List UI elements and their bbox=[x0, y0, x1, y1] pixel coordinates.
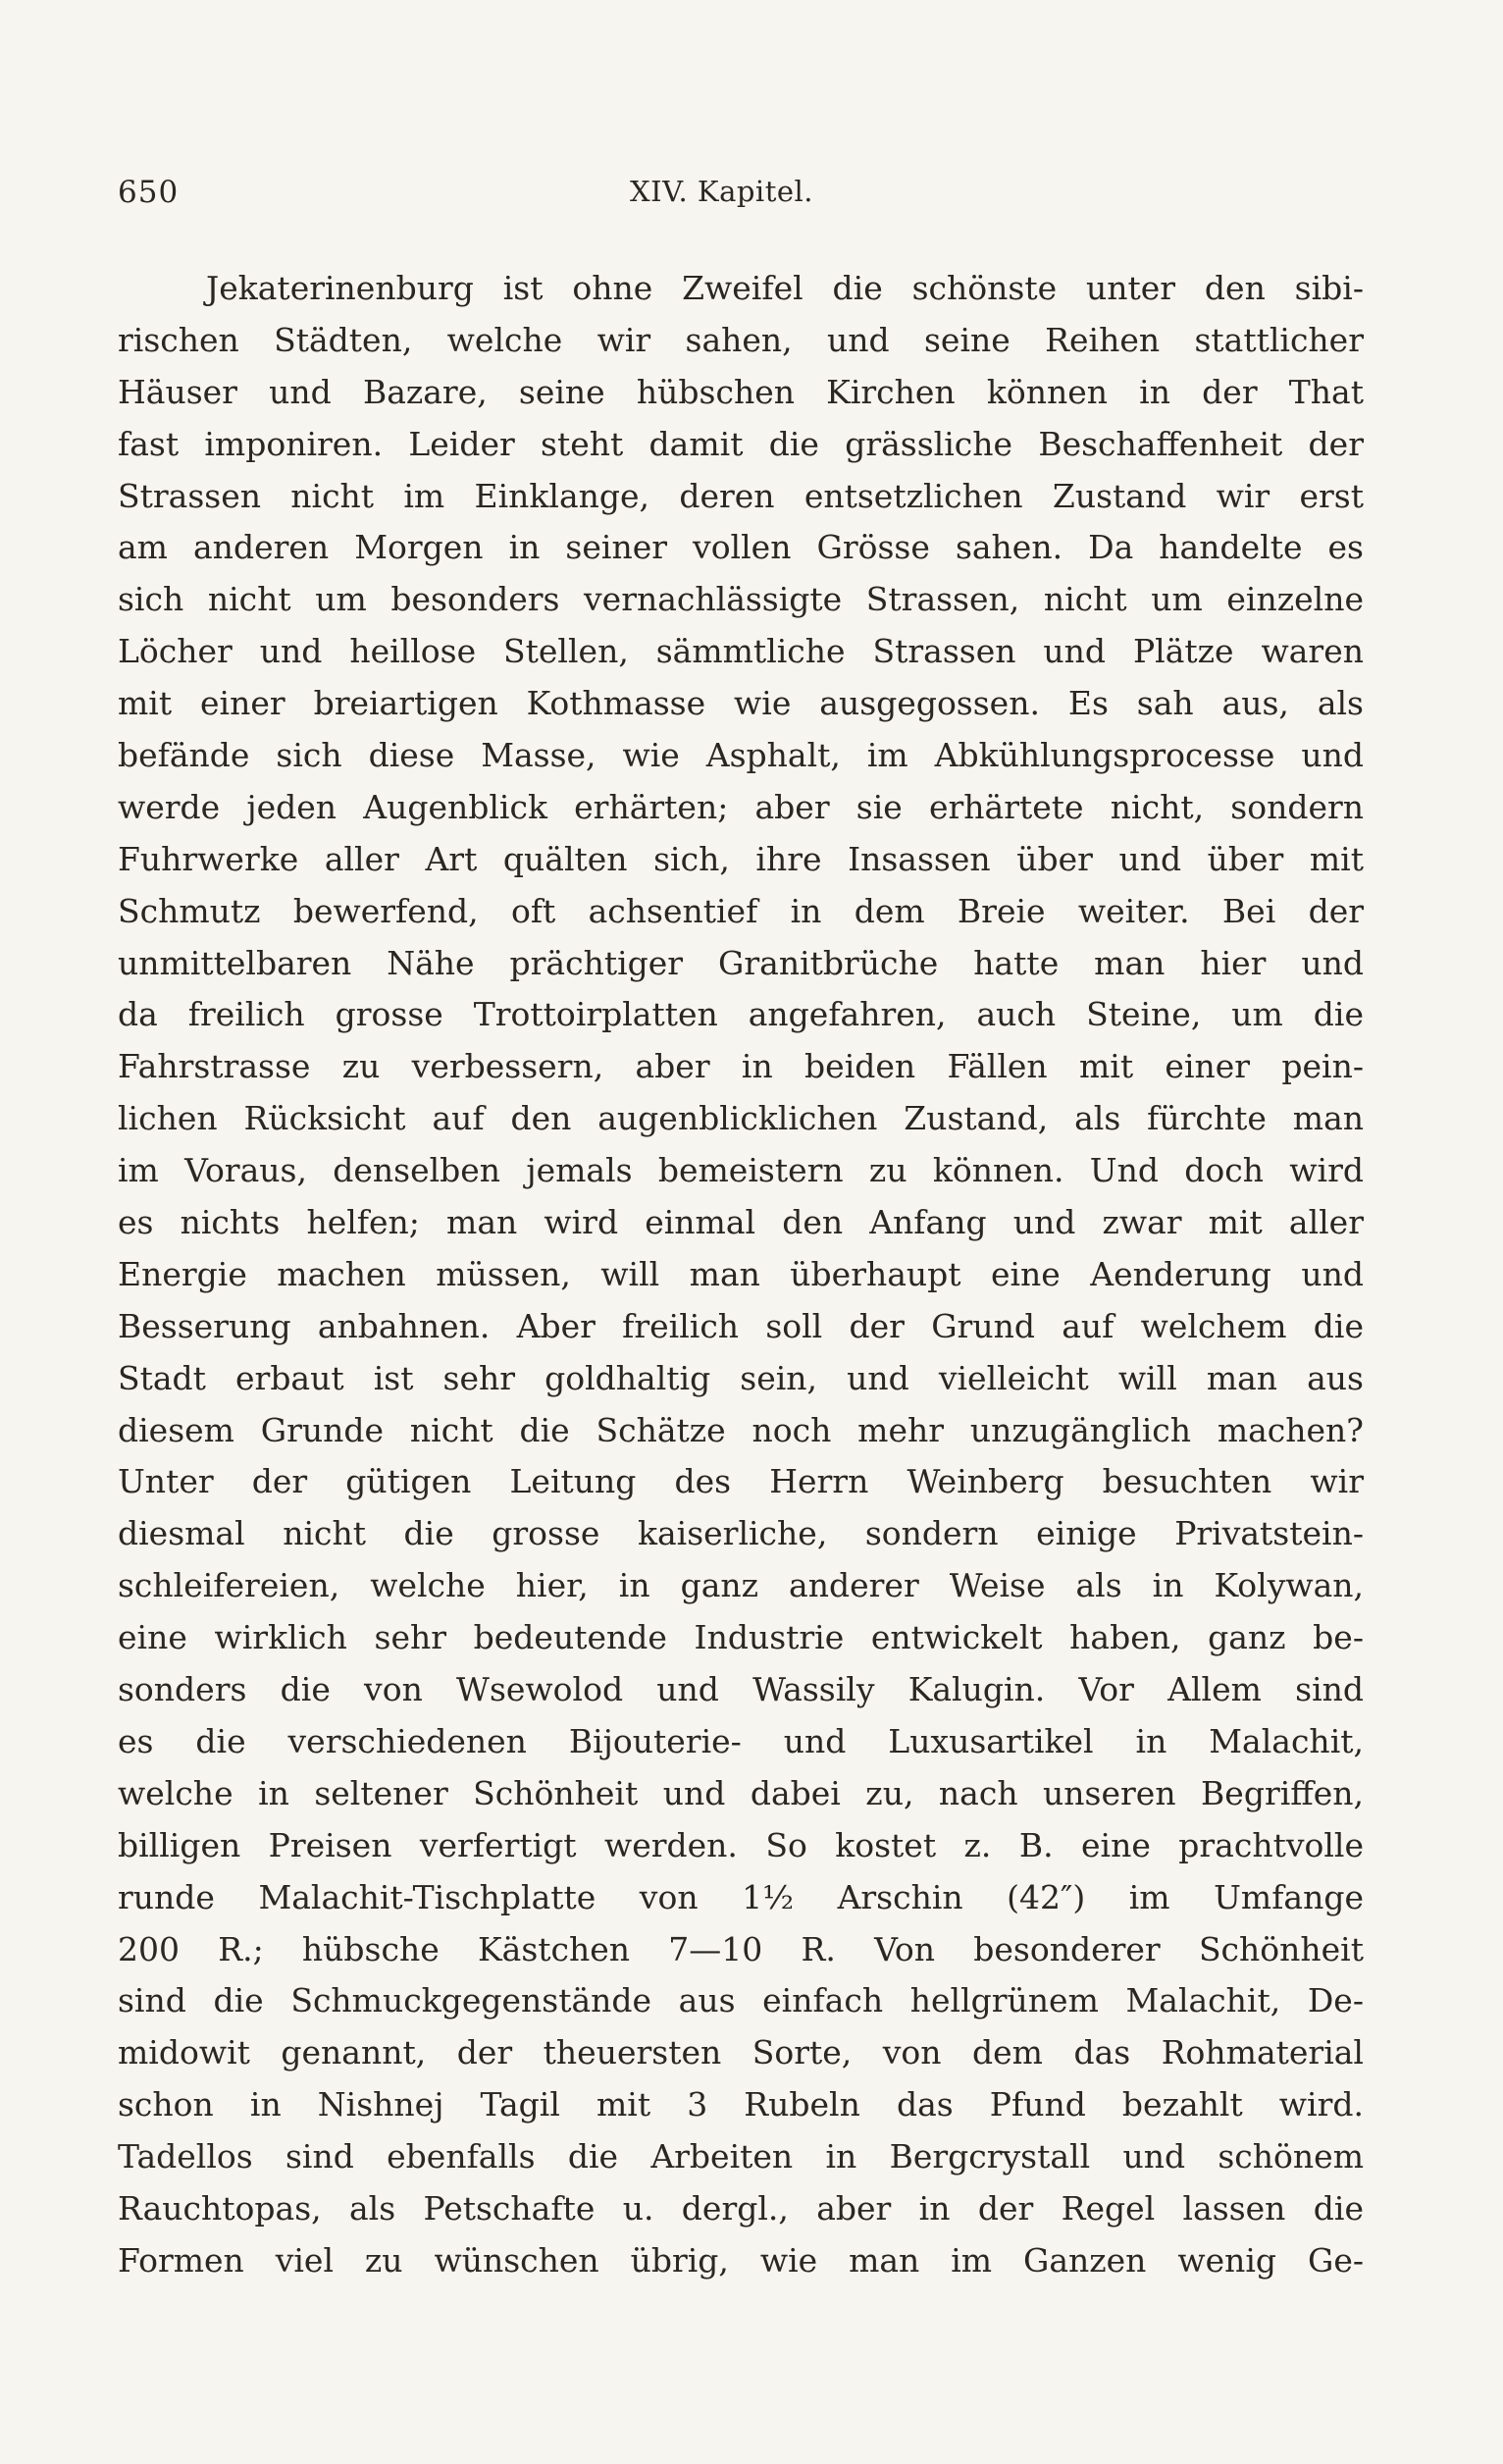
text-line: befände sich diese Masse, wie Asphalt, im Abkühlungsprocesse und bbox=[118, 736, 1364, 775]
page-header bbox=[118, 175, 1364, 224]
text-line: da freilich grosse Trottoirplatten angefahren, auch Steine, um die bbox=[118, 995, 1364, 1034]
text-line: midowit genannt, der theuersten Sorte, von dem das Rohmaterial bbox=[118, 2033, 1364, 2072]
text-line: sind die Schmuckgegenstände aus einfach hellgrünem Malachit, De- bbox=[118, 1981, 1364, 2020]
text-line: sonders die von Wsewolod und Wassily Kalugin. Vor Allem sind bbox=[118, 1670, 1364, 1709]
page-number: 650 bbox=[118, 175, 180, 210]
text-line: es die verschiedenen Bijouterie- und Luxusartikel in Malachit, bbox=[118, 1721, 1364, 1760]
running-head: XIV. Kapitel. bbox=[630, 175, 814, 208]
text-line: im Voraus, denselben jemals bemeistern zu können. Und doch wird bbox=[118, 1151, 1364, 1190]
text-line: Rauchtopas, als Petschafte u. dergl., aber in der Regel lassen die bbox=[118, 2188, 1364, 2228]
text-line: schon in Nishnej Tagil mit 3 Rubeln das Pfund bezahlt wird. bbox=[118, 2085, 1364, 2124]
text-line: sich nicht um besonders vernachlässigte Strassen, nicht um einzelne bbox=[118, 580, 1364, 619]
text-line: unmittelbaren Nähe prächtiger Granitbrüche hatte man hier und bbox=[118, 943, 1364, 982]
text-line: Formen viel zu wünschen übrig, wie man im Ganzen wenig Ge- bbox=[118, 2240, 1364, 2280]
text-line: Fahrstrasse zu verbessern, aber in beiden Fällen mit einer pein- bbox=[118, 1047, 1364, 1086]
text-line: Schmutz bewerfend, oft achsentief in dem Breie weiter. Bei der bbox=[118, 891, 1364, 930]
text-line: schleifereien, welche hier, in ganz anderer Weise als in Kolywan, bbox=[118, 1566, 1364, 1605]
text-line: eine wirklich sehr bedeutende Industrie entwickelt haben, ganz be- bbox=[118, 1618, 1364, 1657]
body-paragraph bbox=[118, 263, 1364, 2287]
text-line: werde jeden Augenblick erhärten; aber sie erhärtete nicht, sondern bbox=[118, 787, 1364, 826]
text-line: Löcher und heillose Stellen, sämmtliche Strassen und Plätze waren bbox=[118, 632, 1364, 671]
text-line: Besserung anbahnen. Aber freilich soll der Grund auf welchem die bbox=[118, 1306, 1364, 1345]
text-line: Häuser und Bazare, seine hübschen Kirchen können in der That bbox=[118, 372, 1364, 411]
text-line: Stadt erbaut ist sehr goldhaltig sein, und vielleicht will man aus bbox=[118, 1358, 1364, 1397]
text-line: Strassen nicht im Einklange, deren entsetzlichen Zustand wir erst bbox=[118, 476, 1364, 515]
text-line: Tadellos sind ebenfalls die Arbeiten in Bergcrystall und schönem bbox=[118, 2137, 1364, 2176]
text-line: Energie machen müssen, will man überhaupt eine Aenderung und bbox=[118, 1254, 1364, 1293]
text-line: Unter der gütigen Leitung des Herrn Weinberg besuchten wir bbox=[118, 1462, 1364, 1501]
text-line: am anderen Morgen in seiner vollen Grösse sahen. Da handelte es bbox=[118, 528, 1364, 567]
text-line: Fuhrwerke aller Art quälten sich, ihre Insassen über und über mit bbox=[118, 839, 1364, 878]
text-line: Jekaterinenburg ist ohne Zweifel die schönste unter den sibi- bbox=[206, 269, 1364, 307]
text-line: rischen Städten, welche wir sahen, und seine Reihen stattlicher bbox=[118, 320, 1364, 359]
text-line: es nichts helfen; man wird einmal den Anfang und zwar mit aller bbox=[118, 1203, 1364, 1242]
text-line: 200 R.; hübsche Kästchen 7—10 R. Von besonderer Schönheit bbox=[118, 1929, 1364, 1968]
text-line: runde Malachit-Tischplatte von 1½ Arschin (42″) im Umfange bbox=[118, 1877, 1364, 1916]
text-line: billigen Preisen verfertigt werden. So kostet z. B. eine prachtvolle bbox=[118, 1825, 1364, 1864]
text-line: welche in seltener Schönheit und dabei zu, nach unseren Begriffen, bbox=[118, 1773, 1364, 1812]
text-line: fast imponiren. Leider steht damit die grässliche Beschaffenheit der bbox=[118, 424, 1364, 463]
text-line: mit einer breiartigen Kothmasse wie ausgegossen. Es sah aus, als bbox=[118, 684, 1364, 723]
text-line: diesmal nicht die grosse kaiserliche, sondern einige Privatstein- bbox=[118, 1514, 1364, 1553]
text-line: diesem Grunde nicht die Schätze noch mehr unzugänglich machen? bbox=[118, 1410, 1364, 1449]
text-line: lichen Rücksicht auf den augenblicklichen Zustand, als fürchte man bbox=[118, 1099, 1364, 1138]
